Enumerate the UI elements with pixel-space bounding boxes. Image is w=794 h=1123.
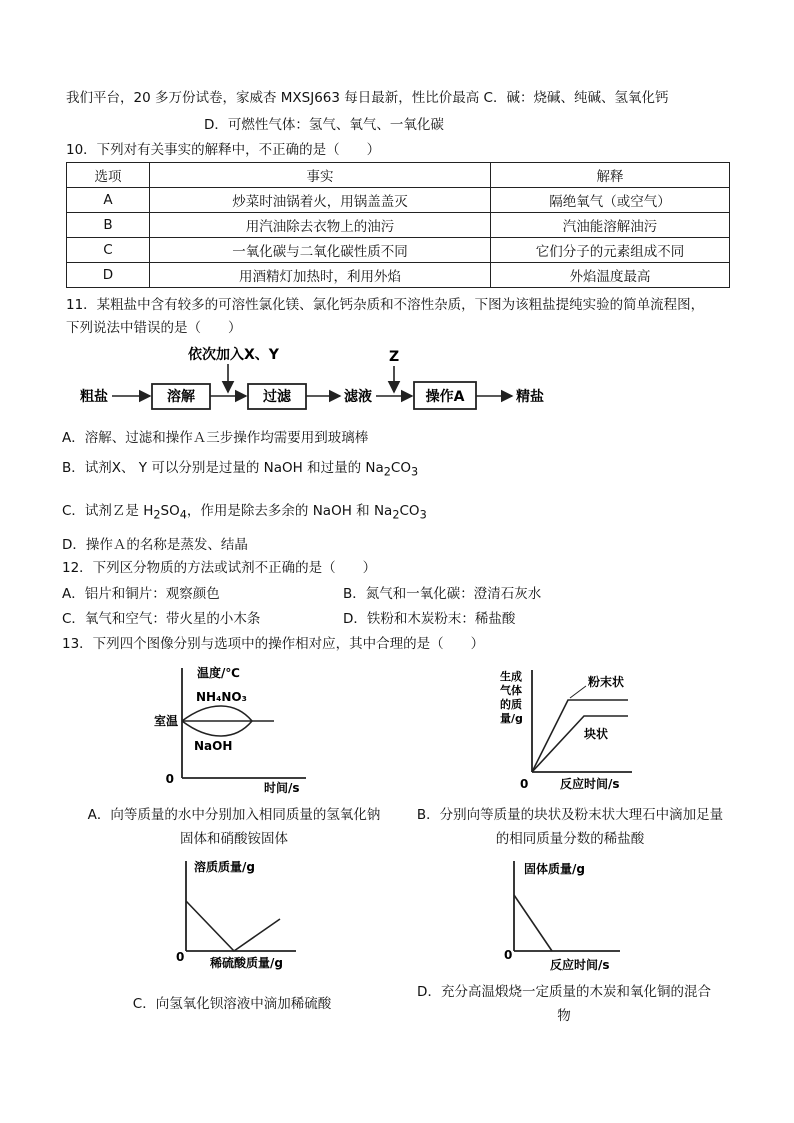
q11-stem-line2: 下列说法中错误的是（ ）: [66, 320, 242, 336]
flow-box-filter-label: 过滤: [263, 389, 291, 405]
y-axis-label-line3: 的质: [500, 698, 522, 711]
subscript: 4: [179, 508, 187, 522]
q11-stem-line1: 11．某粗盐中含有较多的可溶性氯化镁、氯化钙杂质和不溶性杂质，下图为该粗盐提纯实验的简单流程图，: [66, 297, 705, 313]
q13-graph-a: [140, 662, 320, 798]
y-axis-label-line2: 气体: [500, 684, 522, 697]
subscript: 2: [392, 508, 400, 522]
table-header-row: [67, 163, 730, 188]
y-axis-label: 溶质质量/g: [194, 860, 255, 874]
q12-option-c: C．氧气和空气：带火星的小木条: [62, 611, 261, 627]
cell-explanation: 它们分子的元素组成不同: [491, 238, 730, 263]
pointer-line: [570, 686, 586, 698]
cell-option: B: [67, 213, 150, 238]
flow-box-operation-a-label: 操作A: [425, 389, 465, 405]
q11-option-b-text: CO: [390, 460, 411, 476]
x-axis-label: 稀硫酸质量/g: [210, 956, 283, 970]
flow-box-dissolve-label: 溶解: [167, 389, 195, 405]
header-explanation: 解释: [491, 163, 730, 188]
caption-line: 的相同质量分数的稀盐酸: [495, 831, 645, 847]
q9-option-d: D．可燃性气体：氢气、氧气、一氧化碳: [204, 117, 444, 133]
subscript: 3: [410, 465, 419, 479]
q11-option-c-text: SO: [160, 503, 180, 519]
caption-line: C．向氢氧化钡溶液中滴加稀硫酸: [132, 996, 332, 1012]
q10-table: [66, 162, 730, 288]
q13-graph-b: [498, 662, 648, 798]
q13-caption-a: [76, 803, 392, 851]
origin-label: 0: [176, 950, 185, 964]
q12-stem: 12．下列区分物质的方法或试剂不正确的是（ ）: [62, 560, 377, 576]
solute-curve: [186, 901, 280, 951]
q13-caption-c: [112, 992, 352, 1016]
cell-option: A: [67, 188, 150, 213]
header-fact: 事实: [150, 163, 491, 188]
origin-label: 0: [520, 777, 529, 791]
subscript: 2: [153, 508, 161, 522]
q11-option-c-text: CO: [399, 503, 420, 519]
caption-line: B．分别向等质量的块状及粉末状大理石中滴加足量: [416, 807, 724, 823]
origin-label: 0: [504, 948, 513, 962]
y-axis-label: 温度/℃: [197, 666, 240, 680]
q13-graph-d: [496, 855, 646, 975]
table-row: [67, 263, 730, 288]
q13-caption-d: [398, 980, 730, 1028]
table-row: [67, 238, 730, 263]
caption-line: 物: [557, 1008, 571, 1024]
q10-stem: 10．下列对有关事实的解释中，不正确的是（ ）: [66, 142, 381, 158]
subscript: 2: [383, 465, 391, 479]
header-option: 选项: [67, 163, 150, 188]
q13-graph-c: [164, 855, 314, 975]
q13-caption-b: [400, 803, 740, 851]
nh4no3-curve: [182, 706, 252, 721]
naoh-label: NaOH: [194, 739, 233, 753]
q11-option-c-text: C．试剂Ｚ是 H: [62, 503, 154, 519]
cell-fact: 用汽油除去衣物上的油污: [150, 213, 491, 238]
cell-explanation: 外焰温度最高: [491, 263, 730, 288]
flow-add-z-label: Z: [389, 349, 400, 365]
y-axis-label-line1: 生成: [500, 670, 522, 683]
q12-option-a: A．铝片和铜片：观察颜色: [62, 586, 220, 602]
subscript: 3: [419, 508, 427, 522]
caption-line: 固体和硝酸铵固体: [180, 831, 288, 847]
q11-option-a: A．溶解、过滤和操作Ａ三步操作均需要用到玻璃棒: [62, 430, 369, 446]
q11-option-c: [62, 501, 427, 526]
cell-fact: 一氧化碳与二氧化碳性质不同: [150, 238, 491, 263]
cell-explanation: 汽油能溶解油污: [491, 213, 730, 238]
x-axis-label: 反应时间/s: [550, 958, 610, 972]
origin-label: 0: [165, 772, 174, 786]
q11-flowchart: [70, 342, 560, 420]
nh4no3-label: NH₄NO₃: [196, 690, 247, 704]
solid-mass-curve: [514, 895, 552, 951]
q11-option-c-text: ，作用是除去多余的 NaOH 和 Na: [186, 503, 393, 519]
x-axis-label: 时间/s: [264, 781, 300, 795]
y-axis-label-line4: 量/g: [500, 712, 523, 725]
cell-option: C: [67, 238, 150, 263]
powder-label: 粉末状: [588, 675, 625, 689]
q12-option-b: B．氮气和一氧化碳：澄清石灰水: [343, 586, 542, 602]
flow-filtrate-label: 滤液: [344, 389, 372, 405]
x-axis-label: 反应时间/s: [560, 777, 620, 791]
cell-option: D: [67, 263, 150, 288]
block-label: 块状: [584, 727, 609, 741]
flow-add-xy-label: 依次加入X、Y: [188, 347, 279, 363]
q11-option-d: D．操作Ａ的名称是蒸发、结晶: [62, 537, 248, 553]
q11-option-b: [62, 458, 418, 483]
cell-fact: 用酒精灯加热时，利用外焰: [150, 263, 491, 288]
q11-option-b-text: B．试剂X、 Y 可以分别是过量的 NaOH 和过量的 Na: [62, 460, 384, 476]
q12-option-d: D．铁粉和木炭粉末：稀盐酸: [343, 611, 516, 627]
naoh-curve: [182, 721, 252, 736]
q13-stem: 13．下列四个图像分别与选项中的操作相对应，其中合理的是（ ）: [62, 636, 485, 652]
table-row: [67, 188, 730, 213]
header-line: 我们平台，20 多万份试卷，家威杏 MXSJ663 每日最新，性比价最高 C．碱：烧碱、纯碱、氢氧化钙: [66, 90, 669, 106]
flow-start-label: 粗盐: [80, 389, 108, 405]
flow-end-label: 精盐: [516, 389, 544, 405]
y-axis-label: 固体质量/g: [524, 862, 585, 876]
cell-fact: 炒菜时油锅着火，用锅盖盖灭: [150, 188, 491, 213]
caption-line: A．向等质量的水中分别加入相同质量的氢氧化钠: [87, 807, 381, 823]
caption-line: D．充分高温煅烧一定质量的木炭和氧化铜的混合: [417, 984, 711, 1000]
powder-curve: [532, 700, 628, 772]
table-row: [67, 213, 730, 238]
cell-explanation: 隔绝氧气（或空气）: [491, 188, 730, 213]
room-temperature-label: 室温: [153, 714, 178, 728]
